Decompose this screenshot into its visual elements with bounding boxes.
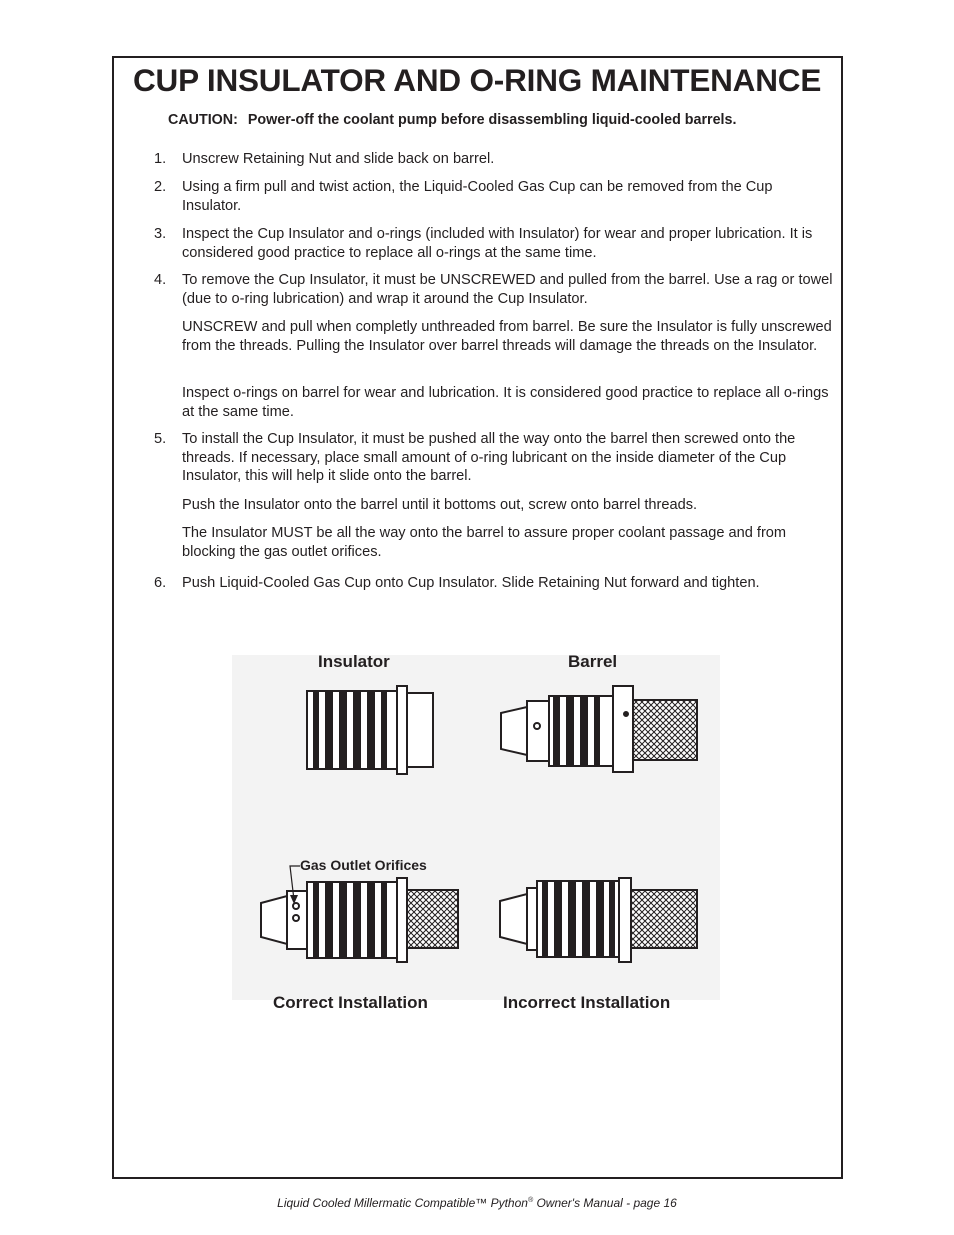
step-text: Push Liquid-Cooled Gas Cup onto Cup Insulator. Slide Retaining Nut forward and tighten. [182, 575, 760, 591]
barrel-label: Barrel [568, 652, 618, 671]
caution-label: CAUTION: [168, 112, 238, 128]
step-text: Unscrew Retaining Nut and slide back on barrel. [182, 151, 495, 167]
step-4-paragraph: Inspect o-rings on barrel for wear and lubrication. It is considered good practice to replace all o-rings at the same time. [182, 385, 829, 420]
step-number: 1. [154, 151, 167, 167]
barrel-drawing [501, 686, 697, 772]
registered-mark: ® [527, 1197, 534, 1204]
insulator-drawing [307, 686, 433, 774]
page-footer [0, 1196, 954, 1210]
correct-installation-label: Correct Installation [273, 993, 428, 1012]
step-number: 5. [154, 431, 167, 447]
step-4-paragraph: UNSCREW and pull when completly unthreaded from barrel. Be sure the Insulator is fully unscrewed from the threads. Pulling the Insulator over barrel threads will damage the threads on the Insulator. [182, 319, 832, 354]
incorrect-installation-drawing [500, 878, 697, 962]
caution-text: Power-off the coolant pump before disassembling liquid-cooled barrels. [247, 112, 737, 128]
step-text: To install the Cup Insulator, it must be pushed all the way onto the barrel then screwed onto the threads. If necessary, place small amount of o-ring lubricant on the inside diameter of the Cup Insulator, this will help it slide onto the barrel. [182, 431, 796, 484]
step-number: 6. [154, 575, 167, 591]
correct-installation-drawing [261, 866, 458, 962]
step-number: 4. [154, 272, 167, 288]
footer-text: Liquid Cooled Millermatic Compatible™ Python [277, 1196, 528, 1210]
step-5-paragraph: Push the Insulator onto the barrel until it bottoms out, screw onto barrel threads. [182, 497, 698, 513]
step-text: Inspect the Cup Insulator and o-rings (included with Insulator) for wear and proper lubrication. It is considered good practice to replace all o-rings at the same time. [182, 226, 813, 261]
step-number: 3. [154, 226, 167, 242]
insulator-label: Insulator [318, 652, 390, 671]
page-title: CUP INSULATOR AND O-RING MAINTENANCE [133, 62, 822, 98]
step-text: To remove the Cup Insulator, it must be UNSCREWED and pulled from the barrel. Use a rag or towel (due to o-ring lubrication) and wrap it around the Cup Insulator. [182, 272, 833, 307]
gas-outlet-orifices-label: Gas Outlet Orifices [300, 857, 427, 873]
step-5-paragraph: The Insulator MUST be all the way onto the barrel to assure proper coolant passage and from blocking the gas outlet orifices. [182, 525, 787, 560]
incorrect-installation-label: Incorrect Installation [503, 993, 671, 1012]
footer-text-page: Owner's Manual - page 16 [533, 1196, 677, 1210]
step-number: 2. [154, 179, 167, 195]
step-text: Using a firm pull and twist action, the Liquid-Cooled Gas Cup can be removed from the Cup Insulator. [182, 179, 773, 214]
